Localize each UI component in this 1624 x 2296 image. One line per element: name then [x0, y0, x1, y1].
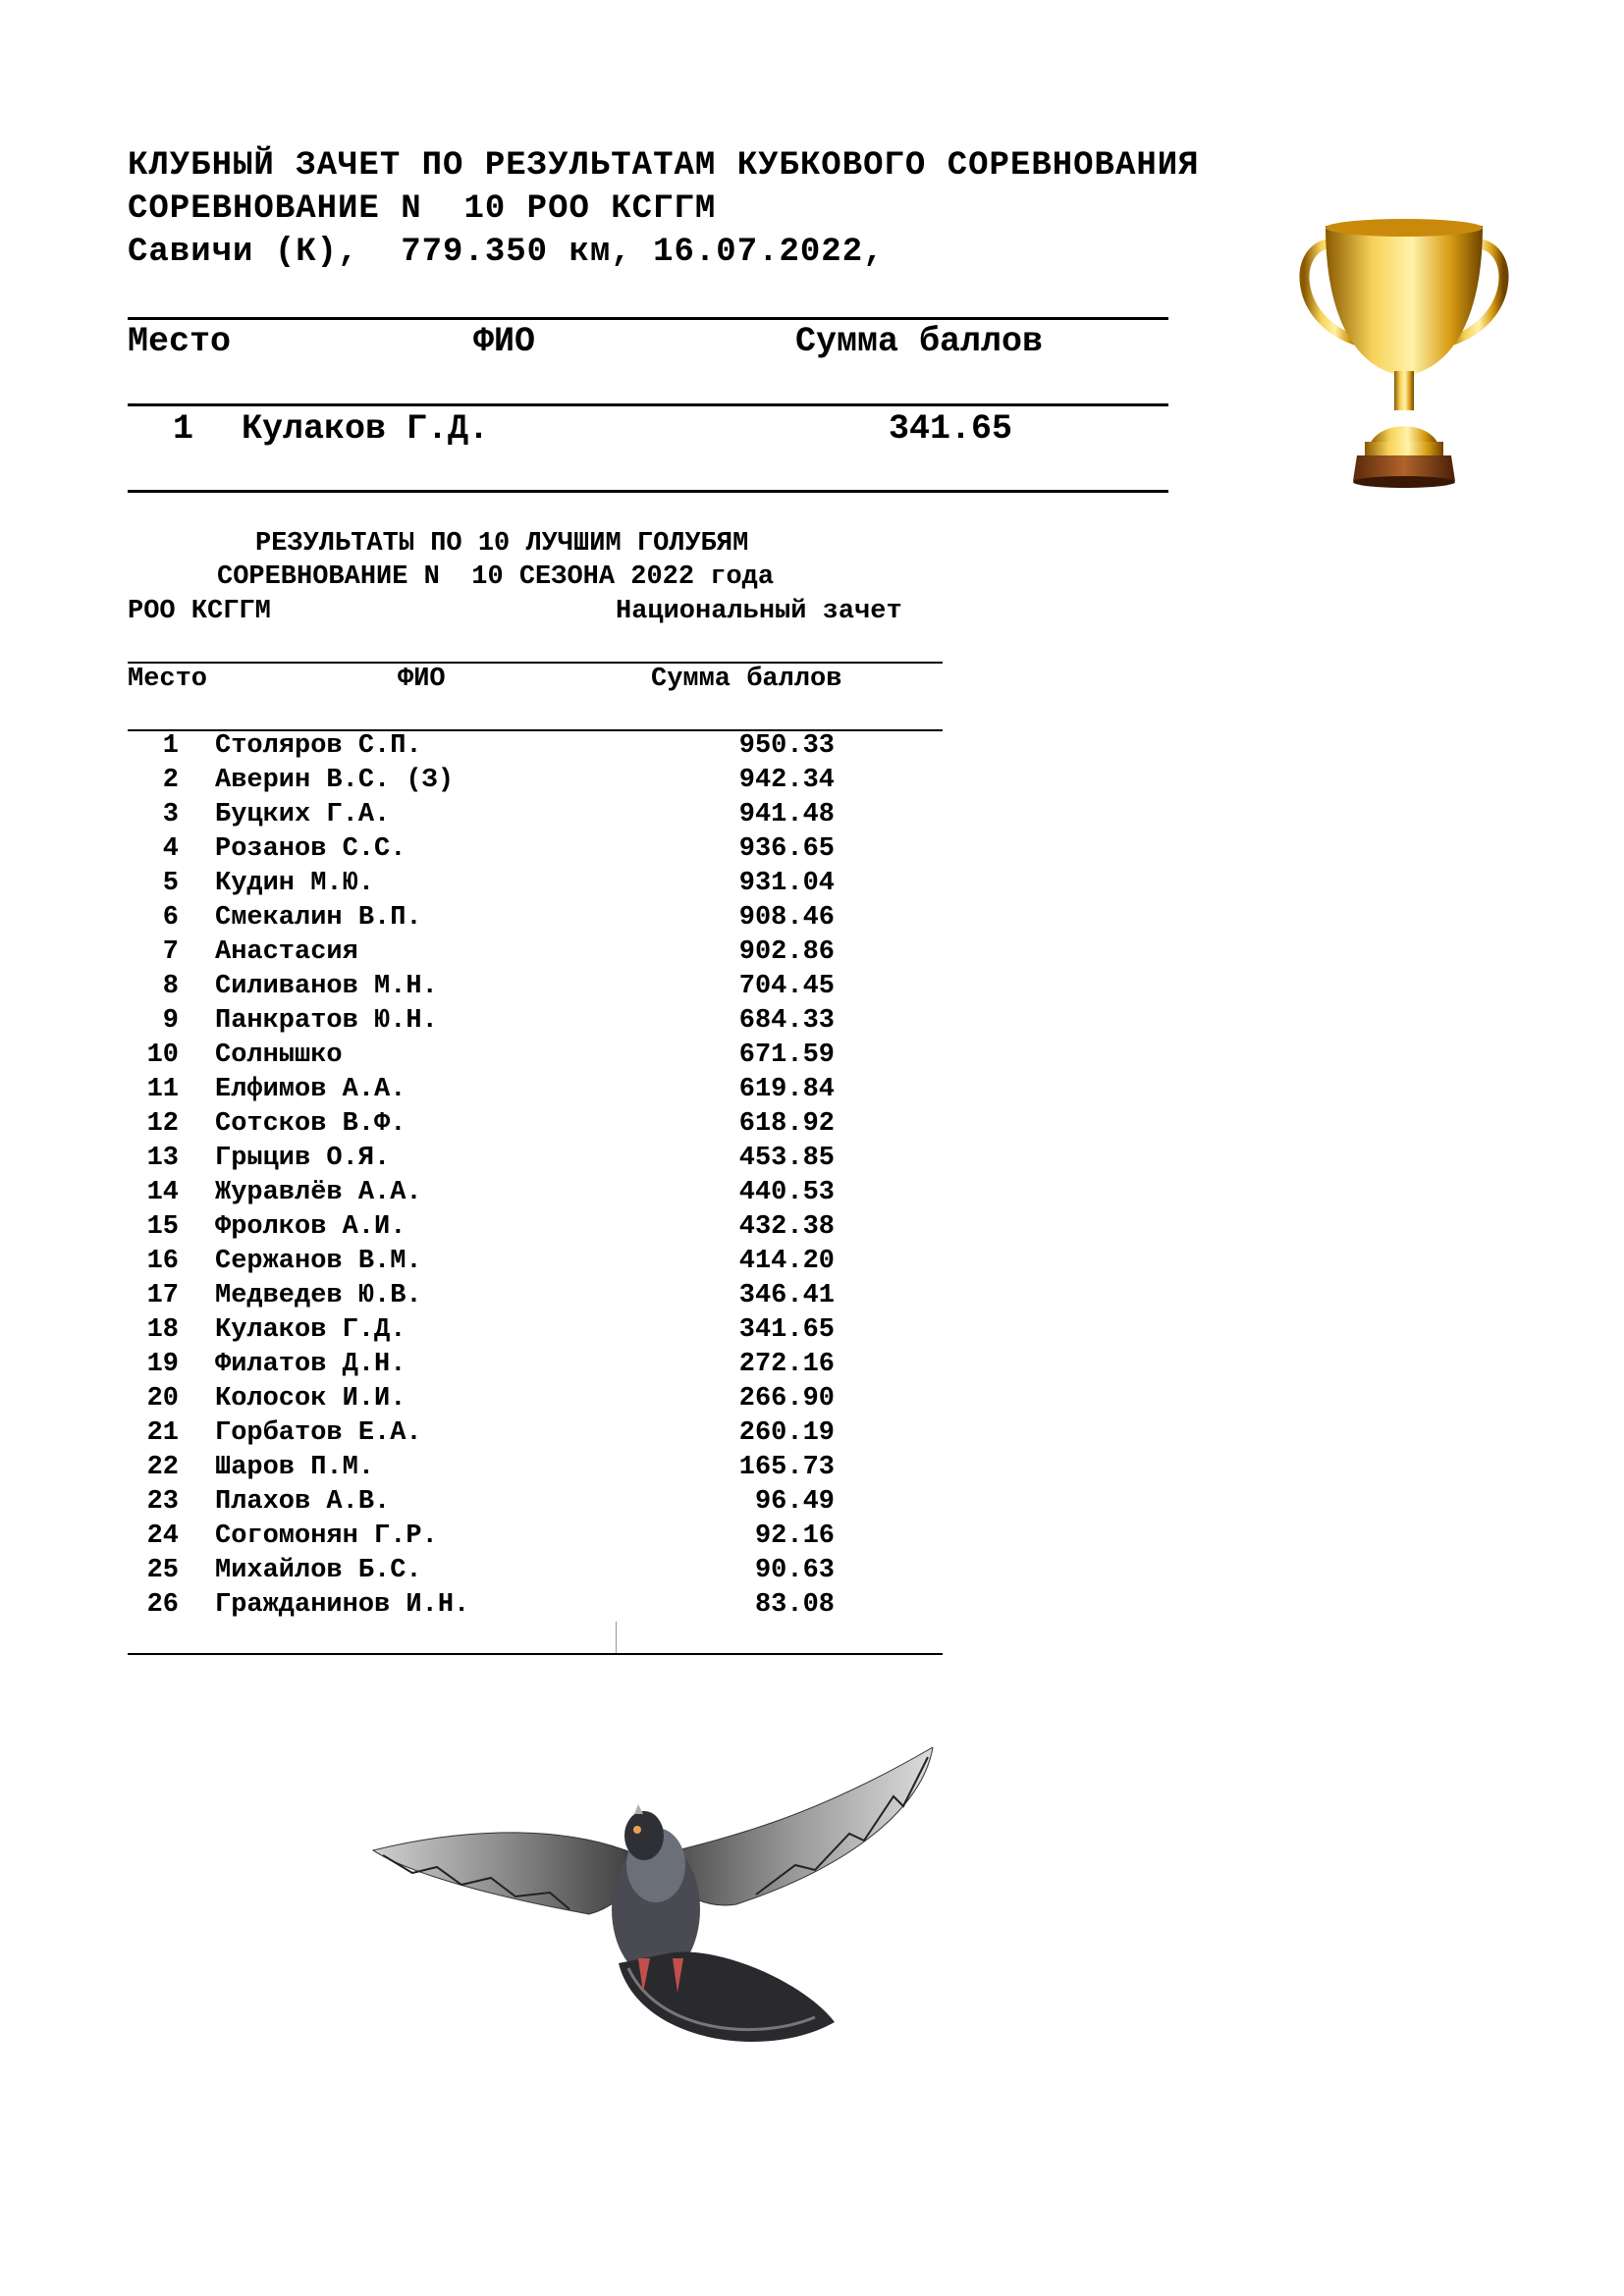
row-name: Солнышко	[215, 1041, 343, 1070]
row-name: Панкратов Ю.Н.	[215, 1006, 438, 1036]
row-place: 13	[146, 1144, 179, 1173]
row-place: 12	[146, 1109, 179, 1139]
row-score: 90.63	[754, 1556, 835, 1585]
row-score: 908.46	[738, 903, 835, 933]
row-score: 453.85	[738, 1144, 835, 1173]
table-row	[0, 1212, 982, 1247]
table-row	[0, 1590, 982, 1625]
row-place: 4	[162, 834, 179, 864]
competition-number: СОРЕВНОВАНИЕ N 10 РОО КСГГМ	[128, 190, 717, 228]
row-place: 14	[146, 1178, 179, 1207]
row-score: 414.20	[738, 1247, 835, 1276]
table-row	[0, 972, 982, 1006]
row-place: 20	[146, 1384, 179, 1414]
row-score: 950.33	[738, 731, 835, 761]
competition-location-date: Савичи (К), 779.350 км, 16.07.2022,	[128, 234, 885, 271]
row-name: Силиванов М.Н.	[215, 972, 438, 1001]
table-row	[0, 1350, 982, 1384]
trophy-icon	[1286, 214, 1522, 494]
row-name: Елфимов А.А.	[215, 1075, 406, 1104]
report-title: КЛУБНЫЙ ЗАЧЕТ ПО РЕЗУЛЬТАТАМ КУБКОВОГО СОРЕВНОВАНИЯ	[128, 147, 1200, 185]
table-row	[0, 1247, 982, 1281]
row-score: 272.16	[738, 1350, 835, 1379]
row-name: Горбатов Е.А.	[215, 1418, 422, 1448]
row-place: 7	[162, 937, 179, 967]
table-row	[0, 766, 982, 800]
table-row	[0, 1384, 982, 1418]
row-place: 22	[146, 1453, 179, 1482]
row-place: 23	[146, 1487, 179, 1517]
row-score: 902.86	[738, 937, 835, 967]
row-name: Шаров П.М.	[215, 1453, 375, 1482]
results-scope: Национальный зачет	[616, 597, 902, 626]
table-row	[0, 1453, 982, 1487]
table-row	[0, 731, 982, 766]
club-col-place: Место	[128, 322, 232, 361]
row-place: 26	[146, 1590, 179, 1620]
row-name: Фролков А.И.	[215, 1212, 406, 1242]
row-name: Сержанов В.М.	[215, 1247, 422, 1276]
row-name: Плахов А.В.	[215, 1487, 391, 1517]
row-place: 25	[146, 1556, 179, 1585]
table-row	[0, 937, 982, 972]
row-name: Согомонян Г.Р.	[215, 1522, 438, 1551]
results-col-score: Сумма баллов	[651, 665, 842, 694]
table-row	[0, 800, 982, 834]
table-row	[0, 1041, 982, 1075]
club-row-score: 341.65	[889, 409, 1013, 449]
row-name: Журавлёв А.А.	[215, 1178, 422, 1207]
row-place: 15	[146, 1212, 179, 1242]
row-place: 2	[162, 766, 179, 795]
row-score: 346.41	[738, 1281, 835, 1310]
row-place: 11	[146, 1075, 179, 1104]
row-score: 96.49	[754, 1487, 835, 1517]
row-score: 83.08	[754, 1590, 835, 1620]
table-row	[0, 834, 982, 869]
row-name: Грыцив О.Я.	[215, 1144, 391, 1173]
row-name: Колосок И.И.	[215, 1384, 406, 1414]
row-score: 936.65	[738, 834, 835, 864]
row-name: Кудин М.Ю.	[215, 869, 375, 898]
row-place: 24	[146, 1522, 179, 1551]
row-score: 671.59	[738, 1041, 835, 1070]
row-name: Смекалин В.П.	[215, 903, 422, 933]
table-row	[0, 903, 982, 937]
club-col-score: Сумма баллов	[795, 322, 1044, 361]
row-place: 8	[162, 972, 179, 1001]
table-row	[0, 1109, 982, 1144]
table-row	[0, 1075, 982, 1109]
results-table	[0, 731, 982, 1634]
row-name: Филатов Д.Н.	[215, 1350, 406, 1379]
row-place: 18	[146, 1315, 179, 1345]
row-name: Буцких Г.А.	[215, 800, 391, 829]
row-name: Анастасия	[215, 937, 358, 967]
table-row	[0, 1315, 982, 1350]
row-place: 17	[146, 1281, 179, 1310]
results-col-place: Место	[128, 665, 208, 694]
table-row	[0, 1006, 982, 1041]
row-score: 931.04	[738, 869, 835, 898]
results-subtitle: СОРЕВНОВАНИЕ N 10 СЕЗОНА 2022 года	[217, 562, 775, 592]
row-place: 3	[162, 800, 179, 829]
club-col-name: ФИО	[473, 322, 536, 361]
row-place: 21	[146, 1418, 179, 1448]
table-row	[0, 1178, 982, 1212]
row-score: 165.73	[738, 1453, 835, 1482]
row-score: 619.84	[738, 1075, 835, 1104]
pigeon-image	[344, 1747, 952, 2101]
table-row	[0, 1144, 982, 1178]
row-place: 9	[162, 1006, 179, 1036]
row-score: 266.90	[738, 1384, 835, 1414]
row-score: 684.33	[738, 1006, 835, 1036]
row-name: Аверин В.С. (З)	[215, 766, 455, 795]
table-row	[0, 1281, 982, 1315]
table-row	[0, 1522, 982, 1556]
row-score: 942.34	[738, 766, 835, 795]
row-score: 704.45	[738, 972, 835, 1001]
row-score: 618.92	[738, 1109, 835, 1139]
table-row	[0, 1556, 982, 1590]
row-score: 440.53	[738, 1178, 835, 1207]
club-row-name: Кулаков Г.Д.	[242, 409, 490, 449]
row-name: Медведев Ю.В.	[215, 1281, 422, 1310]
row-score: 341.65	[738, 1315, 835, 1345]
club-row-place: 1	[173, 409, 194, 449]
row-place: 5	[162, 869, 179, 898]
table-row	[0, 1418, 982, 1453]
row-score: 92.16	[754, 1522, 835, 1551]
row-place: 6	[162, 903, 179, 933]
row-name: Столяров С.П.	[215, 731, 422, 761]
row-place: 16	[146, 1247, 179, 1276]
row-place: 1	[162, 731, 179, 761]
row-name: Гражданинов И.Н.	[215, 1590, 470, 1620]
row-place: 19	[146, 1350, 179, 1379]
results-title: РЕЗУЛЬТАТЫ ПО 10 ЛУЧШИМ ГОЛУБЯМ	[255, 529, 749, 559]
row-score: 432.38	[738, 1212, 835, 1242]
table-row	[0, 1487, 982, 1522]
row-score: 941.48	[738, 800, 835, 829]
row-name: Михайлов Б.С.	[215, 1556, 422, 1585]
row-name: Кулаков Г.Д.	[215, 1315, 406, 1345]
row-name: Сотсков В.Ф.	[215, 1109, 406, 1139]
results-org: РОО КСГГМ	[128, 597, 271, 626]
row-name: Розанов С.С.	[215, 834, 406, 864]
row-place: 10	[146, 1041, 179, 1070]
table-row	[0, 869, 982, 903]
row-score: 260.19	[738, 1418, 835, 1448]
results-col-name: ФИО	[398, 665, 446, 694]
